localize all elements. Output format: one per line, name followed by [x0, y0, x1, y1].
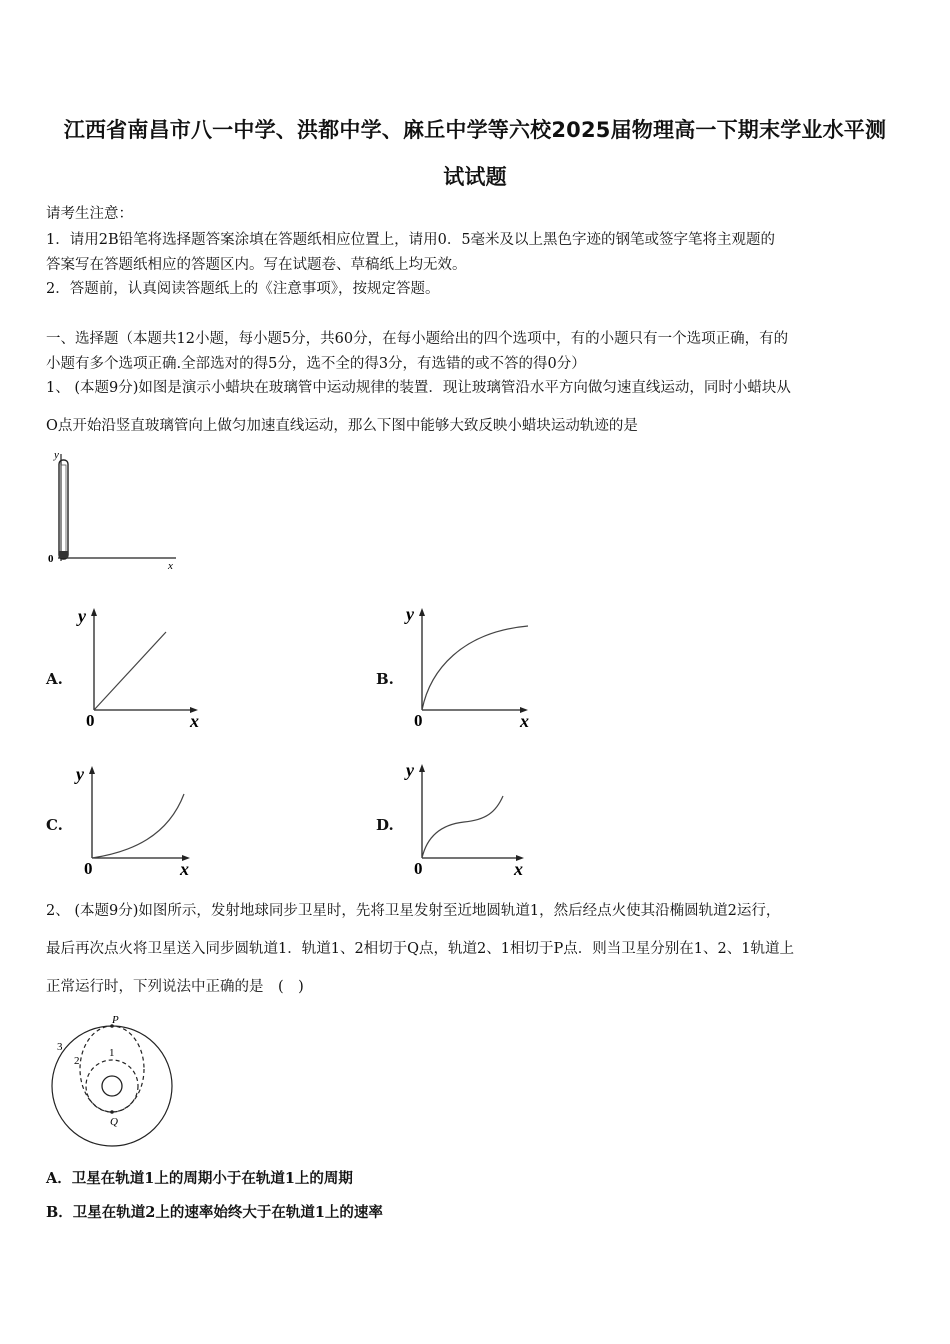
q1-option-b-graph[interactable]	[402, 600, 542, 730]
orbit-1-label: 1	[109, 1047, 115, 1059]
q2-stem-line1: 2、 (本题9分)如图所示，发射地球同步卫星时，先将卫星发射至近地圆轨道1，然后经点火使其沿椭圆轨道2运行，	[46, 903, 781, 919]
q1-stem-line1: 1、 (本题9分)如图是演示小蜡块在玻璃管中运动规律的装置．现让玻璃管沿水平方向做匀速直线运动，同时小蜡块从	[46, 380, 791, 396]
q2-orbit-figure	[44, 1008, 179, 1148]
paper-title-line1: 江西省南昌市八一中学、洪都中学、麻丘中学等六校2025届物理高一下期末学业水平测	[63, 118, 887, 142]
trajectory-curve	[422, 796, 503, 858]
orbit-3-circle	[52, 1026, 172, 1146]
orbit-3-label: 3	[57, 1041, 63, 1053]
earth-circle	[102, 1076, 122, 1096]
q1-option-c-label[interactable]: C.	[46, 816, 63, 834]
svg-text:y: y	[406, 760, 414, 780]
q2-stem-line3: 正常运行时，下列说法中正确的是 ( )	[46, 979, 304, 995]
svg-text:0: 0	[414, 859, 423, 878]
trajectory-curve	[92, 794, 184, 858]
notice-item1-a: 1．请用2B铅笔将选择题答案涂填在答题纸相应位置上，请用0．5毫米及以上黑色字迹的钢笔或签字笔将主观题的	[46, 232, 776, 248]
q1-option-d-graph[interactable]	[402, 758, 537, 880]
notice-item2: 2．答题前，认真阅读答题纸上的《注意事项》，按规定答题。	[46, 281, 440, 297]
point-q-label: Q	[110, 1116, 118, 1128]
q1-apparatus-figure	[44, 444, 184, 574]
q1-option-b-label[interactable]: B.	[376, 670, 394, 688]
svg-text:0: 0	[84, 859, 93, 878]
svg-text:0: 0	[86, 711, 95, 730]
trajectory-curve	[422, 626, 528, 710]
svg-text:x: x	[180, 859, 189, 879]
q1-stem-line2: O点开始沿竖直玻璃管向上做匀加速直线运动，那么下图中能够大致反映小蜡块运动轨迹的是	[46, 418, 638, 434]
section-intro-line2: 小题有多个选项正确.全部选对的得5分，选不全的得3分，有选错的或不答的得0分）	[46, 356, 586, 372]
point-p-label: P	[112, 1014, 119, 1026]
wax-block	[59, 551, 68, 558]
q2-option-a[interactable]: A．卫星在轨道1上的周期小于在轨道1上的周期	[46, 1170, 353, 1187]
notice-heading: 请考生注意：	[46, 206, 133, 222]
q2-stem-line2: 最后再次点火将卫星送入同步圆轨道1．轨道1、2相切于Q点，轨道2、1相切于P点．则当卫星分别在1、2、1轨道上	[46, 941, 794, 957]
q1-option-a-label[interactable]: A.	[46, 670, 63, 688]
svg-text:x: x	[514, 859, 523, 879]
q2-option-b[interactable]: B．卫星在轨道2上的速率始终大于在轨道1上的速率	[46, 1204, 383, 1221]
paper-title-line2: 试试题	[443, 165, 507, 189]
q1-option-d-label[interactable]: D.	[376, 816, 394, 834]
orbit-2-ellipse	[80, 1026, 144, 1112]
apparatus-y-label: y	[54, 449, 59, 461]
apparatus-x-label: x	[168, 560, 173, 572]
svg-text:x: x	[520, 711, 529, 730]
section-intro-line1: 一、选择题（本题共12小题，每小题5分，共60分，在每小题给出的四个选项中，有的小题只有一个选项正确，有的	[46, 331, 789, 347]
svg-text:0: 0	[414, 711, 423, 730]
notice-item1-b: 答案写在答题纸相应的答题区内。写在试题卷、草稿纸上均无效。	[46, 257, 467, 273]
apparatus-origin-label: 0	[48, 553, 54, 565]
glass-tube	[59, 460, 68, 559]
svg-text:y: y	[78, 606, 86, 626]
q1-option-c-graph[interactable]	[72, 760, 202, 880]
q1-option-a-graph[interactable]	[74, 600, 209, 730]
trajectory-line	[94, 632, 166, 710]
svg-text:y: y	[406, 604, 414, 624]
svg-text:x: x	[190, 711, 199, 730]
orbit-2-label: 2	[74, 1055, 80, 1067]
svg-text:y: y	[76, 764, 84, 784]
